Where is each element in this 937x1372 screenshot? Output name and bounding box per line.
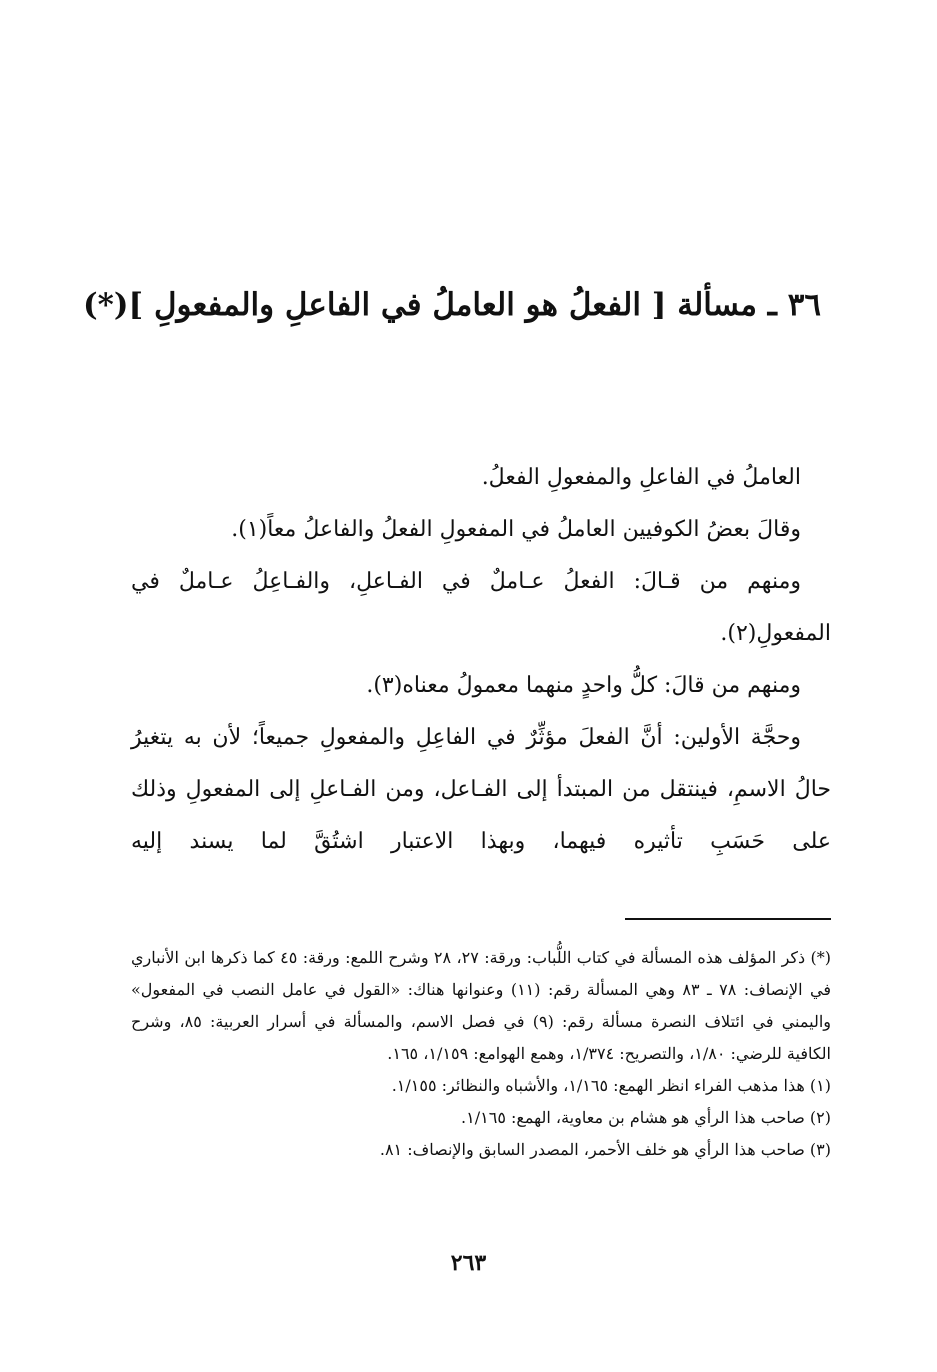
- chapter-title: ٣٦ ـ مسألة [ الفعلُ هو العاملُ في الفاعلِ والمفعولِ ](*): [83, 286, 821, 323]
- footnote-1: (١) هذا مذهب الفراء انظر الهمع: ١/١٦٥، والأشباه والنظائر: ١/١٥٥.: [391, 1076, 831, 1095]
- paragraph-3: ومنهم من قـالَ: الفعلُ عـاملٌ في الفـاعلِ، والفـاعِلُ عـاملٌ في المفعولِ(٢).: [131, 569, 831, 646]
- footnote-star: (*) ذكر المؤلف هذه المسألة في كتاب اللُّباب: ورقة: ٢٧، ٢٨ وشرح اللمع: ورقة: ٤٥ كما ذكرها ابن الأنباري في الإنصاف: ٧٨ ـ ٨٣ وهي المسألة رقم: (١١) وعنوانها هناك: «القول في عامل النصب في المفعول» واليمني في ائتلاف النصرة مسألة رقم: (٩) في فصل الاسم، والمسألة في أسرار العربية: ٨٥، وشرح الكافية للرضي: ١/٨٠، والتصريح: ١/٣٧٤، وهمع الهوامع: ١/١٥٩، ١٦٥.: [131, 948, 832, 1063]
- footnote-2: (٢) صاحب هذا الرأي هو هشام بن معاوية، الهمع: ١/١٦٥.: [461, 1108, 831, 1127]
- footnote-3: (٣) صاحب هذا الرأي هو خلف الأحمر، المصدر السابق والإنصاف: ٨١.: [379, 1140, 831, 1159]
- main-text: [131, 452, 831, 868]
- paragraph-5: وحجَّة الأولين: أنَّ الفعلَ مؤثِّرٌ في الفاعِلِ والمفعولِ جميعاً؛ لأن به يتغيرُ حالُ الاسمِ، فينتقل من المبتدأ إلى الفـاعل، ومن الفـاعلِ إلى المفعولِ وذلك على حَسَبِ تأثيره فيهما، وبهذا الاعتبار اشتُقَّ لما يسند إليه: [131, 725, 831, 854]
- paragraph-4: ومنهم من قالَ: كلُّ واحدٍ منهما معمولُ معناه(٣).: [366, 673, 801, 698]
- paragraph-1: العاملُ في الفاعلِ والمفعولِ الفعلُ.: [481, 465, 801, 490]
- paragraph-2: وقالَ بعضُ الكوفيين العاملُ في المفعولِ الفعلُ والفاعلُ معاً(١).: [231, 517, 801, 542]
- footnote-separator: [625, 918, 831, 920]
- footnotes: [131, 942, 831, 1166]
- page-number: ٢٦٣: [450, 1250, 487, 1276]
